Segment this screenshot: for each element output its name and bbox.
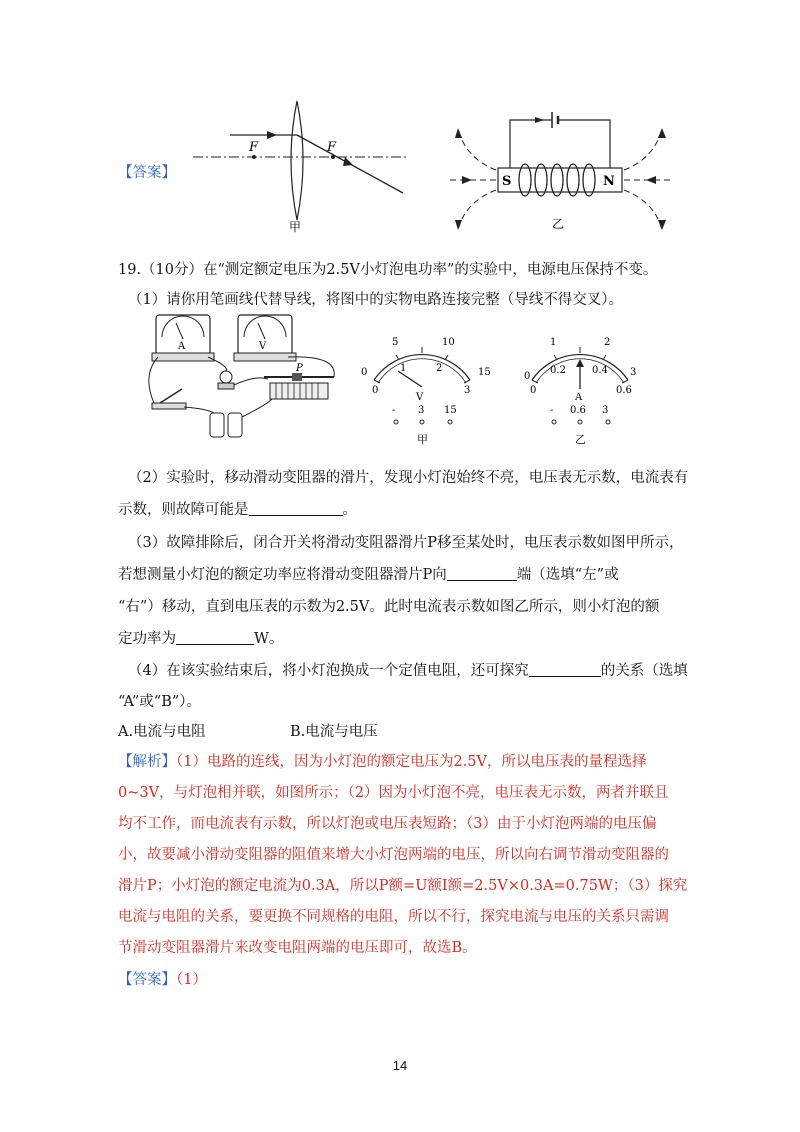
answer-blank[interactable] bbox=[249, 501, 343, 516]
voltmeter-scale bbox=[352, 325, 497, 450]
a-top-2: 2 bbox=[604, 337, 611, 348]
answer-bottom bbox=[118, 968, 207, 989]
a-bottom-0-4: 0.4 bbox=[592, 365, 608, 376]
a-top-1: 1 bbox=[550, 337, 557, 348]
focus-label-left: F bbox=[249, 140, 259, 155]
q19-part1: （1）请你用笔画线代替导线，将图中的实物电路连接完整（导线不得交叉）。 bbox=[128, 292, 623, 308]
v-top-10: 10 bbox=[442, 337, 455, 348]
a-bottom-end-0: 0 bbox=[530, 385, 537, 396]
answer-blank[interactable] bbox=[447, 566, 517, 581]
circuit-diagram bbox=[138, 305, 360, 445]
v-terminal-neg: - bbox=[392, 405, 396, 416]
a-top-end-3: 3 bbox=[630, 367, 637, 378]
solenoid-diagram bbox=[440, 98, 680, 238]
v-bottom-end-3: 3 bbox=[464, 385, 471, 396]
v-terminal-3: 3 bbox=[418, 405, 425, 416]
q19-part4-line2: “A”或“B”）。 bbox=[118, 694, 202, 710]
analysis-label: 【解析】 bbox=[118, 754, 176, 770]
ammeter-caption: 乙 bbox=[575, 433, 586, 446]
analysis-line-1: 【解析】（1）电路的连线，因为小灯泡的额定电压为2.5V，所以电压表的量程选择 bbox=[118, 754, 647, 770]
a-bottom-0-2: 0.2 bbox=[550, 365, 566, 376]
option-b: B.电流与电压 bbox=[290, 724, 378, 740]
a-terminal-3: 3 bbox=[602, 405, 609, 416]
a-top-end-0: 0 bbox=[524, 371, 531, 382]
analysis-line-2: 0~3V，与灯泡相并联，如图所示；（2）因为小灯泡不亮，电压表无示数，两者并联且 bbox=[118, 785, 669, 801]
slider-letter: P bbox=[296, 363, 303, 374]
pole-n: N bbox=[603, 174, 615, 189]
q19-part3-line1: （3）故障排除后，闭合开关将滑动变阻器滑片P移至某处时，电压表示数如图甲所示， bbox=[128, 535, 684, 551]
q19-part2-line2: 示数，则故障可能是 。 bbox=[118, 502, 357, 518]
analysis-line-5: 滑片P；小灯泡的额定电流为0.3A，所以P额=U额I额=2.5V×0.3A=0.75W；（3）探究 bbox=[118, 878, 688, 894]
q19-part2-line1: （2）实验时，移动滑动变阻器的滑片，发现小灯泡始终不亮，电压表无示数，电流表有 bbox=[128, 470, 689, 486]
ammeter-scale bbox=[510, 325, 655, 450]
page-number: 14 bbox=[392, 1058, 408, 1073]
q19-part3-line3: “右”）移动，直到电压表的示数为2.5V。此时电流表示数如图乙所示，则小灯泡的额 bbox=[118, 599, 660, 615]
analysis-line-6: 电流与电阻的关系，要更换不同规格的电阻，所以不行，探究电流与电压的关系只需调 bbox=[118, 909, 669, 925]
option-a: A.电流与电阻 bbox=[118, 724, 206, 740]
analysis-line-3: 均不工作，而电流表有示数，所以灯泡或电压表短路；（3）由于小灯泡两端的电压偏 bbox=[118, 816, 657, 832]
q19-part4-line1: （4）在该实验结束后，将小灯泡换成一个定值电阻，还可探究 的关系（选填 bbox=[128, 663, 688, 679]
answer-label-top: 【答案】 bbox=[118, 165, 176, 181]
pole-s: S bbox=[502, 174, 512, 189]
a-terminal-neg: - bbox=[550, 405, 554, 416]
v-terminal-15: 15 bbox=[444, 405, 457, 416]
answer-blank[interactable] bbox=[176, 630, 254, 645]
analysis-line-4: 小，故要减小滑动变阻器的阻值来增大小灯泡两端的电压，所以向右调节滑动变阻器的 bbox=[118, 847, 669, 863]
answer-text: （1） bbox=[176, 972, 207, 988]
voltmeter-letter: V bbox=[259, 341, 267, 352]
v-top-end-0: 0 bbox=[361, 367, 368, 378]
v-top-end-15: 15 bbox=[478, 367, 491, 378]
figure-caption-jia-top: 甲 bbox=[289, 220, 302, 234]
lens-ray-diagram bbox=[185, 95, 415, 235]
v-bottom-1: 1 bbox=[400, 363, 407, 374]
v-bottom-2: 2 bbox=[436, 363, 443, 374]
q19-part3-line4: 定功率为 W。 bbox=[118, 631, 284, 647]
a-bottom-end-0-6: 0.6 bbox=[616, 385, 632, 396]
ammeter-unit: A bbox=[575, 392, 583, 403]
figure-caption-yi-top: 乙 bbox=[552, 217, 565, 231]
q19-stem: 19.（10分）在“测定额定电压为2.5V小灯泡电功率”的实验中，电源电压保持不变。 bbox=[118, 262, 658, 278]
voltmeter-caption: 甲 bbox=[417, 433, 428, 446]
q19-part3-line2: 若想测量小灯泡的额定功率应将滑动变阻器滑片P向 端（选填“左”或 bbox=[118, 567, 619, 583]
v-top-5: 5 bbox=[392, 337, 399, 348]
analysis-line-7: 节滑动变阻器滑片来改变电阻两端的电压即可，故选B。 bbox=[118, 940, 477, 956]
focus-label-right: F bbox=[327, 140, 337, 155]
v-bottom-end-0: 0 bbox=[372, 385, 379, 396]
voltmeter-unit: V bbox=[416, 392, 424, 403]
answer-label-bottom: 【答案】 bbox=[118, 972, 176, 988]
ammeter-letter: A bbox=[178, 341, 186, 352]
a-terminal-0-6: 0.6 bbox=[570, 405, 586, 416]
answer-blank[interactable] bbox=[529, 662, 601, 677]
